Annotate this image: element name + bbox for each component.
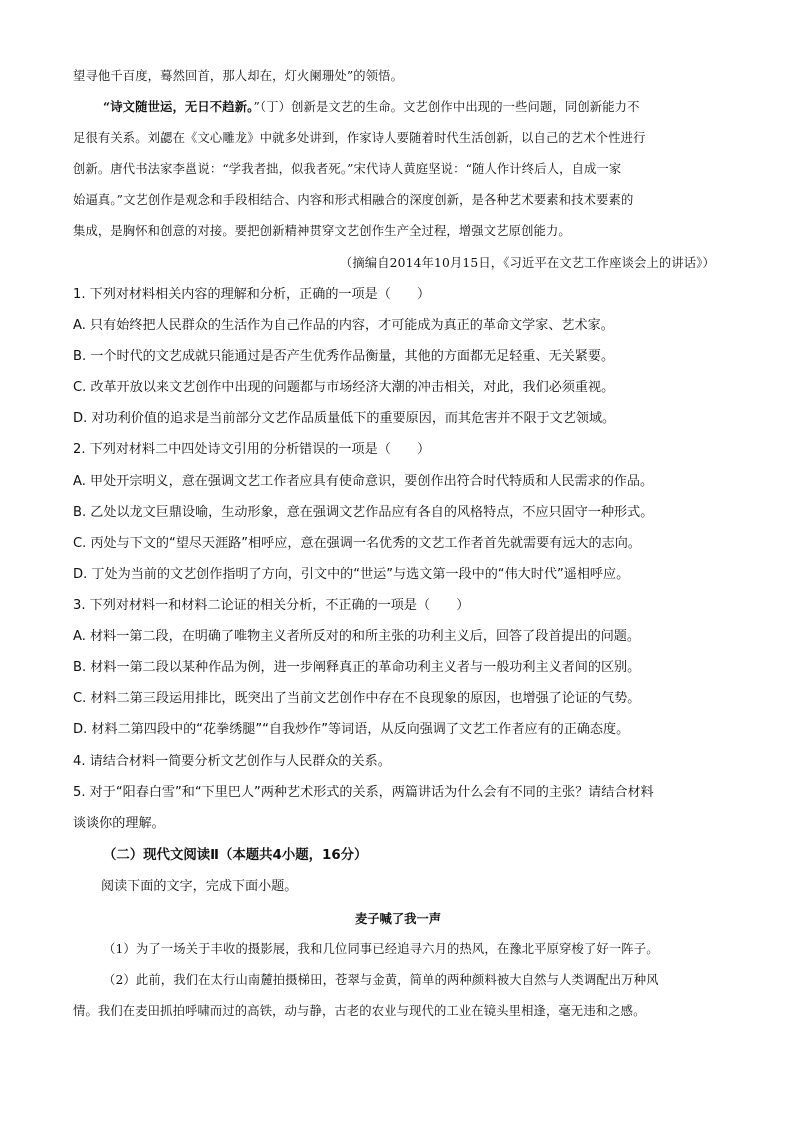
question-2-option-b: B. 乙处以龙文巨鼎设喻，生动形象，意在强调文艺作品应有各自的风格特点，不应只固守一种形式。 <box>73 505 654 520</box>
question-1-option-a: A. 只有始终把人民群众的生活作为自己作品的内容，才可能成为真正的革命文学家、艺术家。 <box>73 318 614 333</box>
quote-bold: “诗文随世运，无日不趋新。 <box>103 99 254 114</box>
question-1-option-d: D. 对功利价值的追求是当前部分文艺作品质量低下的重要原因，而其危害并不限于文艺领域。 <box>73 411 616 426</box>
question-5-line-1: 5. 对于“阳春白雪”和“下里巴人”两种艺术形式的关系，两篇讲话为什么会有不同的主张？请结合材料 <box>73 785 654 800</box>
reading-instruction: 阅读下面的文字，完成下面小题。 <box>101 879 298 894</box>
question-3-option-b: B. 材料一第二段以某种作品为例，进一步阐释真正的革命功利主义者与一般功利主义者间的区别。 <box>73 660 641 675</box>
passage-line-2 <box>103 97 723 117</box>
story-paragraph-2-line-2: 情。我们在麦田抓拍呼啸而过的高铁，动与静，古老的农业与现代的工业在镜头里相逢，毫无违和之感。 <box>73 1004 646 1018</box>
section-heading: （二）现代文阅读Ⅱ（本题共4小题，16分） <box>103 848 368 863</box>
question-2-option-a: A. 甲处开宗明义，意在强调文艺工作者应具有使命意识，要创作出符合时代特质和人民需求的作品。 <box>73 474 654 489</box>
passage-line-1: 望寻他千百度，蓦然回首，那人却在，灯火阑珊处”的领悟。 <box>73 69 404 83</box>
story-title: 麦子喊了我一声 <box>354 911 442 926</box>
passage-line-5: 始逼真。”文艺创作是观念和手段相结合、内容和形式相融合的深度创新，是各种艺术要素和技术要素的 <box>73 193 634 207</box>
passage-source: （摘编自2014年10月15日，《习近平在文艺工作座谈会上的讲话》） <box>339 256 715 270</box>
passage-line-3: 足很有关系。刘勰在《文心雕龙》中就多处讲到，作家诗人要随着时代生活创新，以自己的艺术个性进行 <box>73 131 646 145</box>
question-2: 2. 下列对材料二中四处诗文引用的分析错误的一项是（ ） <box>73 442 431 457</box>
story-paragraph-1: （1）为了一场关于丰收的摄影展，我和几位同事已经追寻六月的热风，在豫北平原穿梭了好一阵子。 <box>103 942 659 956</box>
question-3-option-d: D. 材料二第四段中的“花拳绣腿”“自我炒作”等词语，从反向强调了文艺工作者应有的正确态度。 <box>73 722 630 737</box>
question-3-option-a: A. 材料一第二段，在明确了唯物主义者所反对的和所主张的功利主义后，回答了段首提出的问题。 <box>73 629 640 644</box>
passage-line-6: 集成，是胸怀和创意的对接。要把创新精神贯穿文艺创作生产全过程，增强文艺原创能力。 <box>73 224 571 238</box>
question-1: 1. 下列对材料相关内容的理解和分析，正确的一项是（ ） <box>73 287 431 302</box>
question-5-line-2: 谈谈你的理解。 <box>73 816 165 831</box>
question-1-option-b: B. 一个时代的文艺成就只能通过是否产生优秀作品衡量，其他的方面都无足轻重、无关紧要。 <box>73 349 615 364</box>
question-3: 3. 下列对材料一和材料二论证的相关分析，不正确的一项是（ ） <box>73 598 470 613</box>
question-2-option-c: C. 丙处与下文的“望尽天涯路”相呼应，意在强调一名优秀的文艺工作者首先就需要有远大的志向。 <box>73 536 641 551</box>
story-paragraph-2-line-1: （2）此前，我们在太行山南麓拍摄梯田，苍翠与金黄，简单的两种颜料被大自然与人类调配出万种风 <box>103 973 659 987</box>
question-4: 4. 请结合材料一简要分析文艺创作与人民群众的关系。 <box>73 754 391 769</box>
question-1-option-c: C. 改革开放以来文艺创作中出现的问题都与市场经济大潮的冲击相关，对此，我们必须重视。 <box>73 380 615 395</box>
passage-line-4: 创新。唐代书法家李邕说：“学我者拙，似我者死。”宋代诗人黄庭坚说：“随人作计终后人，自成一家 <box>73 162 622 176</box>
question-3-option-c: C. 材料二第三段运用排比，既突出了当前文艺创作中存在不良现象的原因，也增强了论证的气势。 <box>73 691 641 706</box>
question-2-option-d: D. 丁处为当前的文艺创作指明了方向，引文中的“世运”与选文第一段中的“伟大时代”遥相呼应。 <box>73 567 630 582</box>
passage-line-2-rest: ”（丁）创新是文艺的生命。文艺创作中出现的一些问题，同创新能力不 <box>253 100 640 114</box>
